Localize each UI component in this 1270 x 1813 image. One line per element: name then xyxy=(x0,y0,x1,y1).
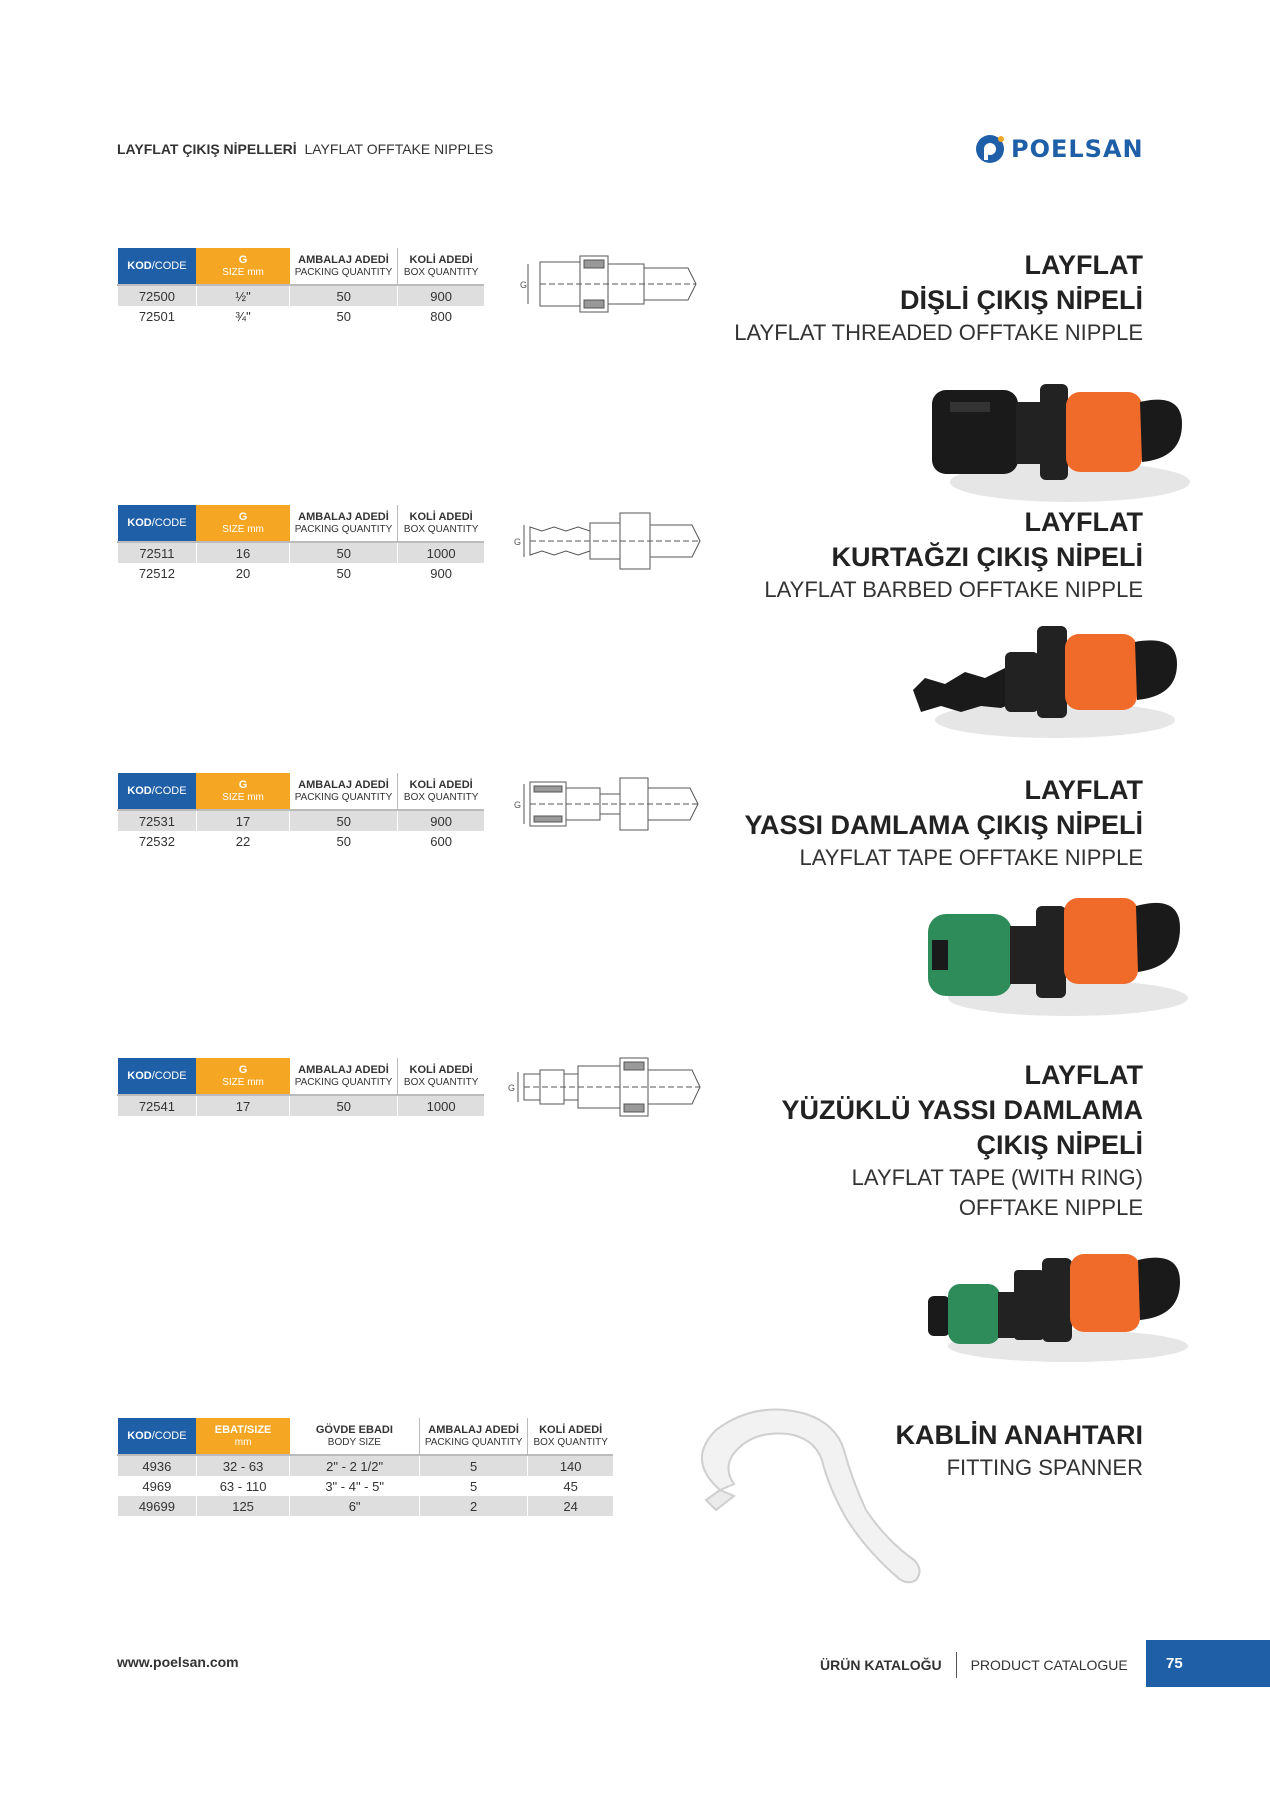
drawing-label-g: G xyxy=(514,800,522,810)
cell-box: 900 xyxy=(398,810,484,831)
col-header-code: KOD/CODE xyxy=(118,1058,197,1095)
cell-code: 72531 xyxy=(118,810,197,831)
drawing-label-g: G xyxy=(520,280,528,290)
product-title-spanner xyxy=(896,1418,1143,1483)
product-image-threaded xyxy=(920,362,1190,512)
product-title-threaded xyxy=(734,248,1143,348)
col-header-packing: AMBALAJ ADEDİ PACKING QUANTITY xyxy=(294,1063,393,1088)
col-header-code: KOD/CODE xyxy=(118,505,197,542)
table-row xyxy=(118,1476,614,1496)
cell-size: 17 xyxy=(196,1095,289,1116)
spec-table-spanner xyxy=(117,1418,613,1516)
cell-packing: 50 xyxy=(290,285,398,306)
page-header-title xyxy=(117,141,493,157)
footer-divider xyxy=(956,1652,957,1678)
drawing-label-g: G xyxy=(508,1083,516,1093)
subtitle-line: FITTING SPANNER xyxy=(946,1455,1143,1480)
cell-packing: 50 xyxy=(290,563,398,583)
cell-code: 4969 xyxy=(118,1476,197,1496)
col-header-box: KOLİ ADEDİ BOX QUANTITY xyxy=(398,1058,484,1095)
cell-code: 72541 xyxy=(118,1095,197,1116)
cell-size: 32 - 63 xyxy=(196,1455,290,1476)
cell-body: 3" - 4" - 5" xyxy=(290,1476,420,1496)
footer-catalog xyxy=(820,1652,1128,1678)
subtitle-line: LAYFLAT BARBED OFFTAKE NIPPLE xyxy=(764,577,1143,602)
cell-packing: 50 xyxy=(290,1095,398,1116)
cell-code: 72511 xyxy=(118,542,197,563)
cell-code: 49699 xyxy=(118,1496,197,1516)
title-line: KABLİN ANAHTARI xyxy=(895,1420,1143,1450)
table-row xyxy=(118,285,485,306)
cell-box: 900 xyxy=(398,563,484,583)
col-header-packing: AMBALAJ ADEDİ PACKING QUANTITY xyxy=(419,1418,527,1455)
cell-packing: 2 xyxy=(419,1496,527,1516)
col-header-size: EBAT/SIZE mm xyxy=(196,1418,290,1455)
brand-logo xyxy=(975,132,1144,166)
col-header-size: G SIZE mm xyxy=(196,505,289,542)
col-header-box: KOLİ ADEDİ BOX QUANTITY xyxy=(398,505,484,542)
product-title-barbed xyxy=(764,505,1143,605)
logo-text: POELSAN xyxy=(1011,135,1144,163)
spec-table-tape-ring xyxy=(117,1058,484,1116)
table-row xyxy=(118,810,485,831)
col-header-packing: AMBALAJ ADEDİ PACKING QUANTITY xyxy=(294,253,393,278)
title-line: YASSI DAMLAMA ÇIKIŞ NİPELİ xyxy=(744,810,1143,840)
cell-size: 125 xyxy=(196,1496,290,1516)
spec-table-tape xyxy=(117,773,484,851)
table-row xyxy=(118,563,485,583)
cell-packing: 5 xyxy=(419,1476,527,1496)
cell-code: 72512 xyxy=(118,563,197,583)
cell-size: 22 xyxy=(196,831,289,851)
cell-size: 16 xyxy=(196,542,289,563)
col-header-size: G SIZE mm xyxy=(196,773,289,810)
page-number-badge xyxy=(1146,1640,1270,1687)
technical-drawing-barbed xyxy=(512,505,702,571)
cell-box: 1000 xyxy=(398,542,484,563)
spec-table-threaded xyxy=(117,248,484,326)
cell-box: 800 xyxy=(398,306,484,326)
title-line: LAYFLAT xyxy=(1024,1060,1143,1090)
cell-size: ½" xyxy=(196,285,289,306)
cell-size: 63 - 110 xyxy=(196,1476,290,1496)
title-line: YÜZÜKLÜ YASSI DAMLAMA xyxy=(781,1095,1143,1125)
col-header-size: G SIZE mm xyxy=(196,1058,289,1095)
cell-packing: 50 xyxy=(290,831,398,851)
table-row xyxy=(118,1095,485,1116)
drawing-label-g: G xyxy=(514,537,522,547)
cell-body: 6" xyxy=(290,1496,420,1516)
col-header-size: G SIZE mm xyxy=(196,248,289,285)
subtitle-line: LAYFLAT THREADED OFFTAKE NIPPLE xyxy=(734,320,1143,345)
cell-packing: 50 xyxy=(290,810,398,831)
cell-box: 140 xyxy=(528,1455,613,1476)
col-header-body: GÖVDE EBADI BODY SIZE xyxy=(315,1423,393,1448)
technical-drawing-tape-ring xyxy=(506,1052,702,1118)
header-title-regular: LAYFLAT OFFTAKE NIPPLES xyxy=(304,141,494,157)
col-header-code: KOD/CODE xyxy=(118,1418,197,1455)
cell-code: 72500 xyxy=(118,285,197,306)
product-title-tape xyxy=(744,773,1143,873)
cell-box: 24 xyxy=(528,1496,613,1516)
table-row xyxy=(118,306,485,326)
col-header-box: KOLİ ADEDİ BOX QUANTITY xyxy=(398,248,484,285)
product-image-barbed xyxy=(905,612,1185,742)
spec-table-barbed xyxy=(117,505,484,583)
subtitle-line: OFFTAKE NIPPLE xyxy=(958,1195,1143,1220)
subtitle-line: LAYFLAT TAPE OFFTAKE NIPPLE xyxy=(799,845,1143,870)
cell-body: 2" - 2 1/2" xyxy=(290,1455,420,1476)
title-line: KURTAĞZI ÇIKIŞ NİPELİ xyxy=(831,542,1143,572)
col-header-packing: AMBALAJ ADEDİ PACKING QUANTITY xyxy=(294,510,393,535)
cell-code: 72501 xyxy=(118,306,197,326)
technical-drawing-threaded xyxy=(520,248,700,314)
product-title-tape-ring xyxy=(781,1058,1143,1223)
title-line: DİŞLİ ÇIKIŞ NİPELİ xyxy=(899,285,1143,315)
table-row xyxy=(118,831,485,851)
table-row xyxy=(118,1455,614,1476)
product-image-tape xyxy=(918,880,1188,1020)
col-header-code: KOD/CODE xyxy=(118,773,197,810)
cell-box: 600 xyxy=(398,831,484,851)
table-row xyxy=(118,1496,614,1516)
table-row xyxy=(118,542,485,563)
footer-catalog-regular: PRODUCT CATALOGUE xyxy=(970,1657,1128,1673)
cell-box: 1000 xyxy=(398,1095,484,1116)
product-image-tape-ring xyxy=(918,1236,1188,1366)
cell-box: 45 xyxy=(528,1476,613,1496)
technical-drawing-tape xyxy=(512,770,702,836)
col-header-box: KOLİ ADEDİ BOX QUANTITY xyxy=(528,1418,613,1455)
cell-packing: 50 xyxy=(290,542,398,563)
cell-code: 4936 xyxy=(118,1455,197,1476)
title-line: ÇIKIŞ NİPELİ xyxy=(976,1130,1143,1160)
title-line: LAYFLAT xyxy=(1024,250,1143,280)
cell-size: 20 xyxy=(196,563,289,583)
col-header-box: KOLİ ADEDİ BOX QUANTITY xyxy=(398,773,484,810)
page-number: 75 xyxy=(1166,1655,1183,1672)
subtitle-line: LAYFLAT TAPE (WITH RING) xyxy=(851,1165,1143,1190)
footer-url[interactable]: www.poelsan.com xyxy=(117,1654,239,1670)
footer-catalog-bold: ÜRÜN KATALOĞU xyxy=(820,1657,942,1673)
title-line: LAYFLAT xyxy=(1024,507,1143,537)
cell-size: ¾" xyxy=(196,306,289,326)
cell-size: 17 xyxy=(196,810,289,831)
cell-packing: 5 xyxy=(419,1455,527,1476)
header-title-bold: LAYFLAT ÇIKIŞ NİPELLERİ xyxy=(117,141,297,157)
col-header-packing: AMBALAJ ADEDİ PACKING QUANTITY xyxy=(294,778,393,803)
poelsan-logo-icon xyxy=(975,134,1005,164)
cell-packing: 50 xyxy=(290,306,398,326)
col-header-code: KOD/CODE xyxy=(118,248,197,285)
title-line: LAYFLAT xyxy=(1024,775,1143,805)
cell-box: 900 xyxy=(398,285,484,306)
cell-code: 72532 xyxy=(118,831,197,851)
